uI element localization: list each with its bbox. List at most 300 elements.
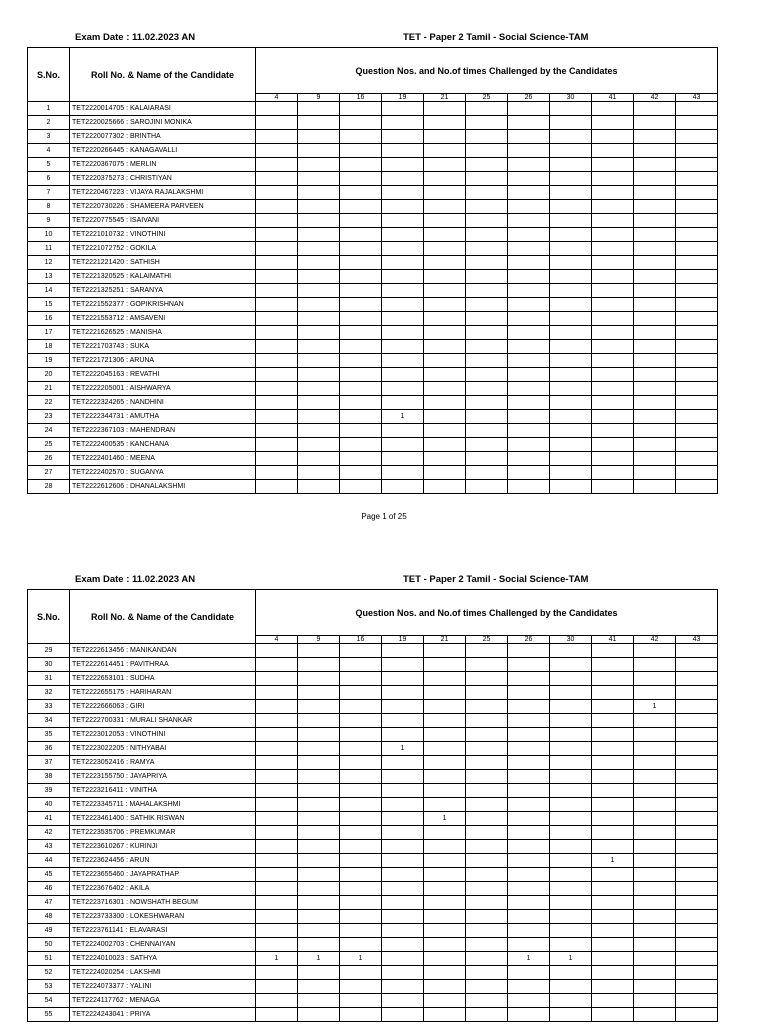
question-number-cell: 19 (382, 636, 424, 644)
serial-number-cell: 34 (28, 714, 70, 728)
challenge-count-cell (676, 312, 718, 326)
challenge-count-cell (634, 424, 676, 438)
challenge-count-cell (340, 840, 382, 854)
serial-number-cell: 43 (28, 840, 70, 854)
challenge-count-cell (592, 256, 634, 270)
candidate-header: Roll No. & Name of the Candidate (70, 590, 256, 644)
challenge-count-cell (592, 798, 634, 812)
candidate-cell: TET2220730226 : SHAMEERA PARVEEN (70, 200, 256, 214)
challenge-count-cell (340, 924, 382, 938)
challenge-count-cell (592, 756, 634, 770)
challenge-count-cell (382, 186, 424, 200)
challenge-count-cell (550, 686, 592, 700)
challenge-count-cell (382, 340, 424, 354)
candidate-cell: TET2224020254 : LAKSHMI (70, 966, 256, 980)
questions-header: Question Nos. and No.of times Challenged by the Candidates (256, 590, 718, 636)
challenge-count-cell (550, 1008, 592, 1022)
serial-number-cell: 30 (28, 658, 70, 672)
challenge-count-cell (340, 410, 382, 424)
question-number-cell: 43 (676, 636, 718, 644)
challenge-count-cell (382, 728, 424, 742)
challenge-count-cell (592, 924, 634, 938)
challenge-count-cell (634, 756, 676, 770)
challenge-count-cell (676, 214, 718, 228)
serial-number-cell: 25 (28, 438, 70, 452)
serial-number-cell: 55 (28, 1008, 70, 1022)
challenge-count-cell (508, 868, 550, 882)
challenge-count-cell (382, 784, 424, 798)
challenge-count-cell (676, 714, 718, 728)
serial-number-cell: 15 (28, 298, 70, 312)
challenge-count-cell (508, 714, 550, 728)
challenge-count-cell (550, 102, 592, 116)
challenge-count-cell (550, 186, 592, 200)
challenge-count-cell (424, 102, 466, 116)
challenge-count-cell (466, 340, 508, 354)
candidate-cell: TET2220775545 : ISAIVANI (70, 214, 256, 228)
challenge-count-cell (634, 770, 676, 784)
challenge-count-cell (466, 770, 508, 784)
challenge-count-cell (592, 966, 634, 980)
table-row (28, 728, 718, 742)
challenge-count-cell (466, 228, 508, 242)
challenge-count-cell (466, 410, 508, 424)
challenge-count-cell (298, 826, 340, 840)
challenge-count-cell (298, 270, 340, 284)
challenge-count-cell (256, 452, 298, 466)
challenge-count-cell (424, 686, 466, 700)
challenge-count-cell (634, 480, 676, 494)
challenge-count-cell (634, 354, 676, 368)
table-row (28, 396, 718, 410)
challenge-count-cell (550, 938, 592, 952)
challenge-count-cell (424, 966, 466, 980)
challenge-count-cell (676, 672, 718, 686)
challenge-count-cell (634, 242, 676, 256)
challenge-count-cell (340, 200, 382, 214)
serial-number-cell: 27 (28, 466, 70, 480)
challenge-count-cell (340, 700, 382, 714)
challenge-count-cell (676, 172, 718, 186)
challenge-count-cell (634, 452, 676, 466)
question-number-cell: 30 (550, 636, 592, 644)
challenge-count-cell (256, 270, 298, 284)
challenge-count-cell (592, 298, 634, 312)
challenge-count-cell (466, 424, 508, 438)
sno-header: S.No. (28, 48, 70, 102)
challenge-count-cell (382, 644, 424, 658)
challenge-count-cell (256, 438, 298, 452)
challenge-count-cell (466, 798, 508, 812)
challenge-count-cell (634, 284, 676, 298)
serial-number-cell: 37 (28, 756, 70, 770)
challenge-count-cell (550, 228, 592, 242)
challenge-count-cell: 1 (256, 952, 298, 966)
challenge-count-cell (466, 242, 508, 256)
challenge-count-cell (466, 172, 508, 186)
table-row (28, 214, 718, 228)
serial-number-cell: 17 (28, 326, 70, 340)
challenge-count-cell (634, 340, 676, 354)
challenge-count-cell (508, 284, 550, 298)
table-row (28, 686, 718, 700)
challenge-count-cell (256, 158, 298, 172)
table-row (28, 438, 718, 452)
challenge-count-cell (424, 1008, 466, 1022)
table-row (28, 672, 718, 686)
table-row (28, 756, 718, 770)
challenge-count-cell: 1 (424, 812, 466, 826)
candidate-cell: TET2222205001 : AISHWARYA (70, 382, 256, 396)
candidate-cell: TET2220266445 : KANAGAVALLI (70, 144, 256, 158)
challenge-count-cell (592, 466, 634, 480)
serial-number-cell: 24 (28, 424, 70, 438)
challenge-count-cell (508, 214, 550, 228)
challenge-count-cell (508, 200, 550, 214)
challenge-count-cell (592, 186, 634, 200)
challenge-count-cell (592, 130, 634, 144)
table-row (28, 770, 718, 784)
challenge-count-cell (508, 994, 550, 1008)
challenge-count-cell (424, 784, 466, 798)
table-row (28, 326, 718, 340)
table-row (28, 116, 718, 130)
table-row (28, 270, 718, 284)
table-row (28, 242, 718, 256)
challenge-count-cell (550, 896, 592, 910)
question-number-cell: 21 (424, 94, 466, 102)
challenge-count-cell (256, 326, 298, 340)
challenge-count-cell (466, 298, 508, 312)
challenge-count-cell (298, 424, 340, 438)
challenge-count-cell (424, 130, 466, 144)
challenge-count-cell (256, 480, 298, 494)
challenge-count-cell (298, 312, 340, 326)
challenge-count-cell (298, 938, 340, 952)
serial-number-cell: 32 (28, 686, 70, 700)
challenge-count-cell (382, 116, 424, 130)
table-row (28, 938, 718, 952)
challenge-count-cell (508, 882, 550, 896)
challenge-count-cell (382, 284, 424, 298)
challenge-count-cell (382, 270, 424, 284)
challenge-count-cell (550, 466, 592, 480)
challenge-count-cell (256, 910, 298, 924)
challenge-count-cell (676, 186, 718, 200)
challenge-count-cell (676, 452, 718, 466)
challenge-count-cell (424, 200, 466, 214)
challenge-count-cell (466, 214, 508, 228)
challenge-count-cell (382, 938, 424, 952)
challenge-count-cell (256, 116, 298, 130)
challenge-count-cell (634, 466, 676, 480)
challenge-count-cell (466, 116, 508, 130)
challenge-count-cell (466, 396, 508, 410)
challenge-count-cell (256, 382, 298, 396)
table-row (28, 452, 718, 466)
challenge-count-cell (592, 868, 634, 882)
challenge-count-cell (634, 882, 676, 896)
challenge-count-cell (550, 658, 592, 672)
challenge-count-cell (256, 924, 298, 938)
challenge-count-cell (424, 952, 466, 966)
challenge-count-cell (592, 438, 634, 452)
challenge-count-cell (592, 896, 634, 910)
challenge-count-cell (298, 200, 340, 214)
challenge-count-cell (592, 382, 634, 396)
question-number-cell: 9 (298, 94, 340, 102)
table-row (28, 966, 718, 980)
challenge-count-cell (424, 742, 466, 756)
challenge-count-cell (676, 228, 718, 242)
question-number-cell: 25 (466, 94, 508, 102)
challenge-count-cell: 1 (508, 952, 550, 966)
challenge-count-cell (382, 854, 424, 868)
paper-title: TET - Paper 2 Tamil - Social Science-TAM (403, 574, 589, 585)
challenge-count-cell (634, 826, 676, 840)
challenge-count-cell (340, 742, 382, 756)
challenge-count-cell (424, 172, 466, 186)
challenge-count-cell (508, 368, 550, 382)
challenge-count-cell (340, 284, 382, 298)
table-row (28, 742, 718, 756)
challenge-count-cell (676, 854, 718, 868)
challenge-count-cell (676, 256, 718, 270)
challenge-count-cell (676, 742, 718, 756)
challenge-count-cell (466, 312, 508, 326)
challenge-count-cell (592, 340, 634, 354)
challenge-count-cell (298, 798, 340, 812)
challenge-count-cell (592, 200, 634, 214)
table-row (28, 714, 718, 728)
challenge-count-cell: 1 (382, 410, 424, 424)
challenge-count-cell (466, 658, 508, 672)
challenge-count-cell (424, 700, 466, 714)
table-row (28, 840, 718, 854)
candidate-cell: TET2222045163 : REVATHI (70, 368, 256, 382)
challenge-count-cell (256, 466, 298, 480)
challenge-count-cell (508, 672, 550, 686)
candidate-cell: TET2223761141 : ELAVARASI (70, 924, 256, 938)
challenge-count-cell (256, 354, 298, 368)
challenge-count-cell (256, 172, 298, 186)
challenge-count-cell (466, 812, 508, 826)
challenge-count-cell (298, 658, 340, 672)
challenge-count-cell (592, 700, 634, 714)
challenge-count-cell (676, 798, 718, 812)
challenge-count-cell (466, 700, 508, 714)
challenge-count-cell (256, 368, 298, 382)
challenge-count-cell (424, 368, 466, 382)
challenge-count-cell (676, 284, 718, 298)
challenge-count-cell (550, 910, 592, 924)
challenge-count-cell (676, 466, 718, 480)
challenge-count-cell (382, 770, 424, 784)
challenge-count-cell (634, 686, 676, 700)
question-number-cell: 42 (634, 636, 676, 644)
challenge-count-cell (256, 896, 298, 910)
challenge-count-cell (466, 382, 508, 396)
table-row (28, 354, 718, 368)
challenge-count-cell (508, 130, 550, 144)
challenge-count-cell (550, 354, 592, 368)
candidate-cell: TET2222655175 : HARIHARAN (70, 686, 256, 700)
challenge-count-cell (466, 480, 508, 494)
challenge-count-cell (466, 326, 508, 340)
table-row (28, 644, 718, 658)
challenge-count-cell (508, 854, 550, 868)
challenge-count-cell (550, 826, 592, 840)
challenge-count-cell (592, 354, 634, 368)
challenge-count-cell (676, 910, 718, 924)
table-row (28, 980, 718, 994)
challenge-count-cell (298, 480, 340, 494)
challenge-count-cell (550, 672, 592, 686)
challenge-count-cell (382, 368, 424, 382)
challenge-count-cell (508, 910, 550, 924)
challenge-count-cell (382, 354, 424, 368)
challenge-count-cell (508, 382, 550, 396)
challenge-count-cell (634, 102, 676, 116)
candidate-cell: TET2223655460 : JAYAPRATHAP (70, 868, 256, 882)
challenge-count-cell (424, 868, 466, 882)
serial-number-cell: 49 (28, 924, 70, 938)
challenge-count-cell (256, 756, 298, 770)
challenge-count-cell (508, 242, 550, 256)
challenge-count-cell (550, 452, 592, 466)
challenge-count-cell (382, 980, 424, 994)
challenge-count-cell (466, 686, 508, 700)
candidate-cell: TET2223676402 : AKILA (70, 882, 256, 896)
challenge-count-cell: 1 (550, 952, 592, 966)
challenge-count-cell (634, 980, 676, 994)
challenge-count-cell (382, 312, 424, 326)
challenge-count-cell (634, 798, 676, 812)
serial-number-cell: 22 (28, 396, 70, 410)
challenge-count-cell (634, 896, 676, 910)
challenge-count-cell (466, 840, 508, 854)
challenge-count-cell (592, 812, 634, 826)
challenge-count-cell (676, 1008, 718, 1022)
challenge-count-cell (550, 700, 592, 714)
challenge-count-cell (298, 340, 340, 354)
challenge-count-cell (298, 144, 340, 158)
challenge-count-cell (592, 312, 634, 326)
challenge-count-cell (676, 382, 718, 396)
challenge-count-cell (298, 896, 340, 910)
challenge-count-cell (592, 452, 634, 466)
challenge-count-cell (676, 158, 718, 172)
challenge-count-cell (298, 452, 340, 466)
serial-number-cell: 11 (28, 242, 70, 256)
challenge-count-cell (382, 952, 424, 966)
challenge-count-cell (592, 672, 634, 686)
challenge-count-cell (382, 714, 424, 728)
challenge-count-cell (298, 326, 340, 340)
challenge-count-cell (424, 480, 466, 494)
questions-header: Question Nos. and No.of times Challenged by the Candidates (256, 48, 718, 94)
challenge-count-cell (298, 396, 340, 410)
candidate-cell: TET2221325251 : SARANYA (70, 284, 256, 298)
question-number-cell: 43 (676, 94, 718, 102)
challenge-count-cell (298, 854, 340, 868)
challenge-count-cell (508, 840, 550, 854)
challenge-count-cell (424, 410, 466, 424)
challenge-count-cell: 1 (382, 742, 424, 756)
serial-number-cell: 3 (28, 130, 70, 144)
challenge-count-cell (256, 700, 298, 714)
challenge-count-cell (508, 396, 550, 410)
challenge-count-cell (340, 728, 382, 742)
table-row (28, 382, 718, 396)
exam-date-label: Exam Date : 11.02.2023 AN (75, 574, 196, 585)
challenge-count-cell (508, 798, 550, 812)
serial-number-cell: 8 (28, 200, 70, 214)
challenge-count-cell (550, 980, 592, 994)
table-row (28, 284, 718, 298)
challenge-count-cell (466, 284, 508, 298)
challenge-count-cell (634, 214, 676, 228)
challenge-count-cell (424, 826, 466, 840)
challenge-count-cell (466, 826, 508, 840)
challenge-count-cell (592, 644, 634, 658)
serial-number-cell: 38 (28, 770, 70, 784)
challenge-count-cell (340, 228, 382, 242)
question-number-cell: 4 (256, 94, 298, 102)
challenge-count-cell (550, 924, 592, 938)
table-row (28, 700, 718, 714)
challenge-count-cell (256, 994, 298, 1008)
challenge-count-cell (340, 102, 382, 116)
challenge-count-cell (340, 340, 382, 354)
challenge-count-cell (424, 312, 466, 326)
challenge-count-cell (382, 396, 424, 410)
challenge-count-cell (676, 644, 718, 658)
challenge-count-cell (508, 256, 550, 270)
challenge-count-cell (550, 966, 592, 980)
candidate-cell: TET2220367075 : MERLIN (70, 158, 256, 172)
serial-number-cell: 54 (28, 994, 70, 1008)
challenge-count-cell (592, 242, 634, 256)
table-row (28, 312, 718, 326)
challenge-count-cell (382, 130, 424, 144)
table-row (28, 158, 718, 172)
challenge-count-cell (676, 340, 718, 354)
challenge-count-cell (466, 186, 508, 200)
serial-number-cell: 53 (28, 980, 70, 994)
challenge-count-cell (424, 396, 466, 410)
challenge-count-cell (298, 910, 340, 924)
challenge-count-cell (256, 882, 298, 896)
challenge-count-cell (424, 452, 466, 466)
candidate-cell: TET2220375273 : CHRISTIYAN (70, 172, 256, 186)
challenge-count-cell (424, 854, 466, 868)
candidate-cell: TET2220025666 : SAROJINI MONIKA (70, 116, 256, 130)
challenge-count-cell (550, 784, 592, 798)
candidate-cell: TET2223012053 : VINOTHINI (70, 728, 256, 742)
challenge-count-cell (382, 200, 424, 214)
challenge-count-cell (340, 368, 382, 382)
question-number-cell: 41 (592, 636, 634, 644)
challenge-count-cell (550, 242, 592, 256)
challenge-count-cell (340, 158, 382, 172)
challenge-count-cell (508, 700, 550, 714)
candidate-cell: TET2222402570 : SUGANYA (70, 466, 256, 480)
challenge-count-cell (340, 298, 382, 312)
challenge-count-cell (676, 326, 718, 340)
challenge-count-cell (382, 798, 424, 812)
challenge-count-cell (424, 466, 466, 480)
